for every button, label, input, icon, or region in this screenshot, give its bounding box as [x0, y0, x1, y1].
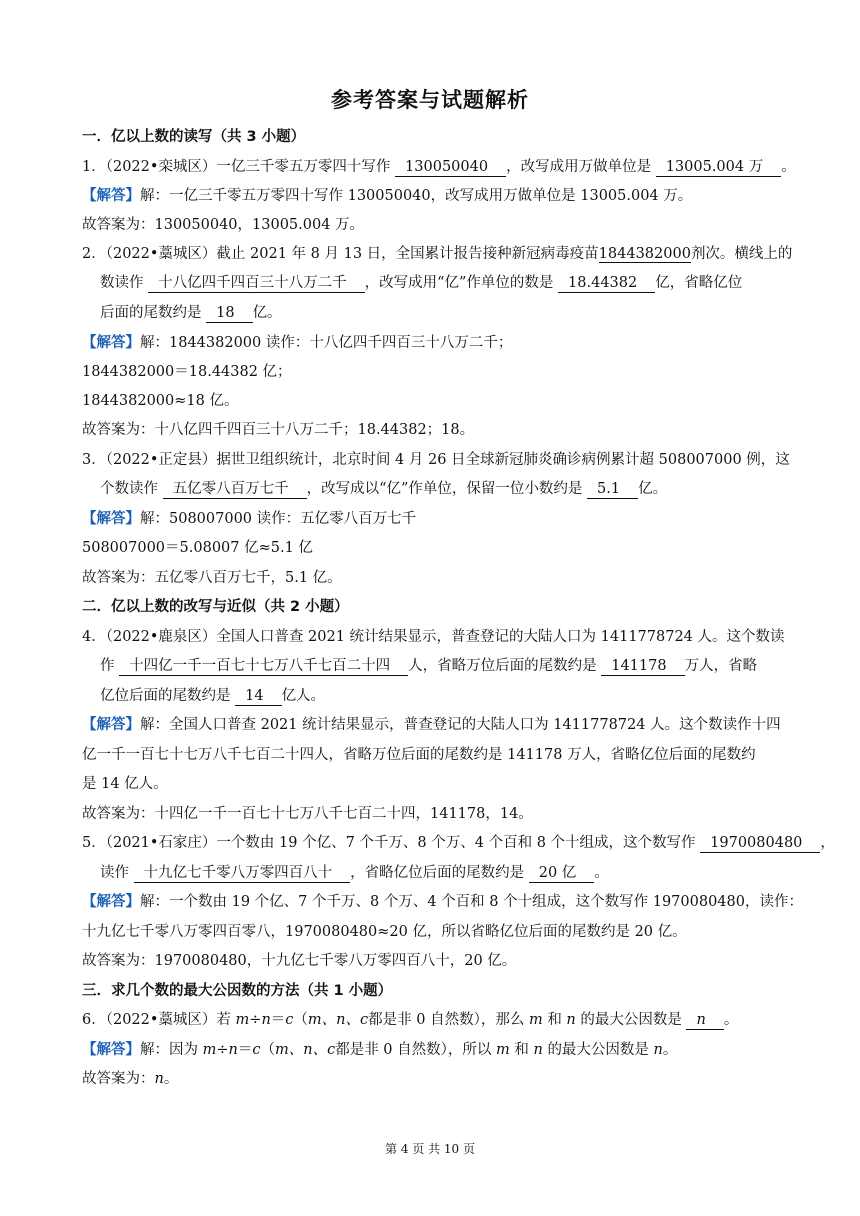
q6-var-m-2: m	[528, 1012, 543, 1028]
q1-answer-1: 130050040	[395, 158, 506, 177]
answer-tag: 【解答】	[82, 188, 140, 204]
q6-var-n-2: n	[566, 1012, 576, 1028]
q6-sol-b: （	[260, 1042, 275, 1058]
q5-answer-2: 十九亿七千零八万零四百八十	[134, 864, 351, 883]
q6-final-answer	[82, 1070, 178, 1088]
question-4-stem-line-2	[100, 657, 757, 676]
q6-final-n: n	[154, 1071, 164, 1087]
question-3-stem-line-1: 3．（2022•正定县）据世卫组织统计，北京时间 4 月 26 日全球新冠肺炎确诊病例累计超 508007000 例，这	[82, 452, 790, 468]
answer-tag: 【解答】	[82, 717, 140, 733]
q2-answer-3: 18	[206, 304, 252, 323]
q1-solution-text: 解：一亿三千零五万零四十写作 130050040，改写成用万做单位是 13005.004 万。	[140, 188, 693, 204]
q1-stem-b: ，改写成用万做单位是	[506, 159, 656, 175]
q4-answer-1: 十四亿一千一百七十七万八千七百二十四	[119, 657, 408, 676]
q6-stem-e: 。	[723, 1012, 739, 1028]
question-6-stem	[82, 1011, 738, 1030]
q5-stem-c: 读作	[100, 865, 134, 881]
q4-stem-b: 人，省略万位后面的尾数约是	[408, 658, 602, 674]
q5-stem-b: ，	[820, 835, 835, 851]
q5-stem-a: 5．（2021•石家庄）一个数由 19 个亿、7 个千万、8 个万、4 个百和 8 个十组成，这个数写作	[82, 835, 701, 851]
q6-stem-a: 6．（2022•藁城区）若	[82, 1012, 236, 1028]
q4-solution-text-3: 是 14 亿人。	[82, 776, 168, 792]
q2-final-answer: 故答案为：十八亿四千四百三十八万二千；18.44382；18。	[82, 422, 475, 438]
q3-solution-text-2: 508007000＝5.08007 亿≈5.1 亿	[82, 540, 313, 556]
section-heading-2: 二．亿以上数的改写与近似（共 2 小题）	[82, 599, 349, 615]
q2-stem-e: 亿，省略亿位	[655, 275, 743, 291]
q4-solution-text-2: 亿一千一百七十七万八千七百二十四人，省略万位后面的尾数约是 141178 万人，省略亿位后面的尾数约	[82, 747, 756, 763]
q2-stem-a: 2．（2022•藁城区）截止 2021 年 8 月 13 日，全国累计报告接种新冠病毒疫苗	[82, 246, 599, 262]
q6-eq-sign: ＝	[270, 1012, 286, 1028]
section-heading-3: 三．求几个数的最大公因数的方法（共 1 小题）	[82, 983, 393, 999]
q6-sol-d: 的最大公因数是	[547, 1042, 654, 1058]
q2-underlined-number: 1844382000	[598, 246, 691, 262]
q1-final-answer: 故答案为：130050040，13005.004 万。	[82, 217, 365, 233]
q3-solution	[82, 510, 416, 528]
q5-final-answer: 故答案为：1970080480，十九亿七千零八万零四百八十，20 亿。	[82, 953, 517, 969]
q6-stem-b: （	[293, 1012, 308, 1028]
q6-sol-n-3: n	[653, 1042, 663, 1058]
q6-answer-1: n	[686, 1011, 723, 1030]
q4-solution-text-1: 解：全国人口普查 2021 统计结果显示，普查登记的大陆人口为 1411778724 人。这个数读作十四	[140, 717, 781, 733]
q4-final-answer: 故答案为：十四亿一千一百七十七万八千七百二十四，141178，14。	[82, 806, 533, 822]
q4-answer-3: 14	[235, 687, 281, 706]
q6-solution	[82, 1041, 677, 1059]
q1-stem-c: 。	[781, 159, 796, 175]
q6-sol-e: 。	[662, 1042, 678, 1058]
q5-answer-1: 1970080480	[700, 834, 820, 853]
q3-answer-2: 5.1	[587, 480, 638, 499]
q6-and: 和	[547, 1012, 567, 1028]
q6-stem-d: 的最大公因数是	[580, 1012, 687, 1028]
q6-sol-div: ÷	[216, 1042, 229, 1058]
q5-solution-text-1: 解：一个数由 19 个亿、7 个千万、8 个万、4 个百和 8 个十组成，这个数写作 1970080480，读作：	[140, 894, 803, 910]
question-2-stem-line-2	[100, 274, 742, 293]
q6-div-sign: ÷	[249, 1012, 262, 1028]
q6-sol-n-2: n	[533, 1042, 543, 1058]
q3-stem-c: 亿。	[638, 481, 668, 497]
answer-tag: 【解答】	[82, 335, 140, 351]
q1-solution	[82, 187, 692, 205]
q4-stem-d: 亿位后面的尾数约是	[100, 688, 236, 704]
q2-solution-text-1: 解：1844382000 读作：十八亿四千四百三十八万二千；	[140, 335, 513, 351]
q6-sol-vars: m、n、c	[274, 1042, 336, 1058]
question-5-stem-line-2	[100, 864, 609, 883]
q2-solution-text-2: 1844382000＝18.44382 亿；	[82, 364, 292, 380]
q6-sol-c-text: 都是非 0 自然数），所以	[335, 1042, 497, 1058]
question-3-stem-line-2	[100, 480, 667, 499]
q6-sol-eq: ＝	[237, 1042, 253, 1058]
question-2-stem-line-3	[100, 304, 282, 323]
page-title: 参考答案与试题解析	[331, 88, 529, 112]
q6-sol-c: c	[252, 1042, 261, 1058]
q5-solution	[82, 893, 803, 911]
q6-final-b: 。	[163, 1071, 179, 1087]
q1-answer-2: 13005.004 万	[656, 158, 782, 177]
answer-tag: 【解答】	[82, 894, 140, 910]
question-2-stem-line-1	[82, 245, 792, 263]
q1-stem-a: 1．（2022•栾城区）一亿三千零五万零四十写作	[82, 159, 396, 175]
q6-vars: m、n、c	[307, 1012, 369, 1028]
q2-stem-d: ，改写成用“亿”作单位的数是	[364, 275, 559, 291]
answer-tag: 【解答】	[82, 511, 140, 527]
q6-sol-and: 和	[514, 1042, 534, 1058]
q4-stem-a: 作	[100, 658, 120, 674]
q6-final-a: 故答案为：	[82, 1071, 155, 1087]
q6-sol-a: 解：因为	[140, 1042, 203, 1058]
q3-stem-a: 个数读作	[100, 481, 163, 497]
page-footer: 第 4 页 共 10 页	[385, 1142, 475, 1156]
q6-sol-m-2: m	[496, 1042, 510, 1058]
q5-stem-e: 。	[594, 865, 609, 881]
section-heading-1: 一．亿以上数的读写（共 3 小题）	[82, 129, 306, 145]
q6-var-c: c	[285, 1012, 294, 1028]
q4-answer-2: 141178	[601, 657, 684, 676]
q3-stem-b: ，改写成以“亿”作单位，保留一位小数约是	[306, 481, 588, 497]
q2-stem-f: 后面的尾数约是	[100, 305, 207, 321]
q2-stem-b: 剂次。横线上的	[690, 246, 793, 262]
q2-solution-text-3: 1844382000≈18 亿。	[82, 393, 239, 409]
question-5-stem-line-1	[82, 834, 835, 853]
q2-answer-2: 18.44382	[558, 274, 655, 293]
question-4-stem-line-3	[100, 687, 325, 706]
q2-answer-1: 十八亿四千四百三十八万二千	[148, 274, 365, 293]
q3-final-answer: 故答案为：五亿零八百万七千，5.1 亿。	[82, 570, 342, 586]
q5-solution-text-2: 十九亿七千零八万零四百零八，1970080480≈20 亿，所以省略亿位后面的尾数约是 20 亿。	[82, 924, 687, 940]
q5-stem-d: ，省略亿位后面的尾数约是	[350, 865, 529, 881]
q4-stem-e: 亿人。	[281, 688, 326, 704]
q6-sol-n: n	[228, 1042, 238, 1058]
q2-stem-g: 亿。	[252, 305, 282, 321]
q6-var-m: m	[235, 1012, 250, 1028]
question-4-stem-line-1: 4．（2022•鹿泉区）全国人口普查 2021 统计结果显示，普查登记的大陆人口为 1411778724 人。这个数读	[82, 629, 785, 645]
answer-tag: 【解答】	[82, 1042, 140, 1058]
q4-solution	[82, 716, 781, 734]
q6-sol-m: m	[202, 1042, 217, 1058]
q4-stem-c: 万人，省略	[684, 658, 758, 674]
q3-solution-text-1: 解：508007000 读作：五亿零八百万七千	[140, 511, 417, 527]
q5-answer-3: 20 亿	[529, 864, 595, 883]
q3-answer-1: 五亿零八百万七千	[163, 480, 307, 499]
q6-var-n: n	[261, 1012, 271, 1028]
q6-stem-c: 都是非 0 自然数），那么	[368, 1012, 529, 1028]
q2-stem-c: 数读作	[100, 275, 149, 291]
q2-solution	[82, 334, 512, 352]
question-1-stem	[82, 158, 796, 177]
